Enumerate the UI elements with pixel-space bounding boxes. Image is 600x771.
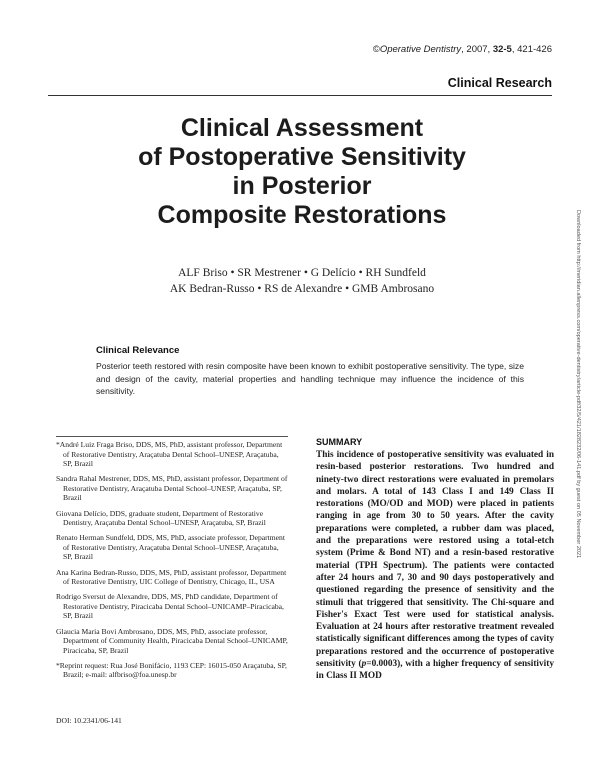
author-affiliations — [56, 436, 288, 685]
journal-citation: ©Operative Dentistry, 2007, 32-5, 421-426 — [372, 44, 552, 55]
affiliation-item: Renato Herman Sundfeld, DDS, MS, PhD, associate professor, Department of Restorative Dentistry, Araçatuba Dental School–UNESP, Araçatuba, SP, Brazil — [56, 533, 285, 562]
journal-pages: 421-426 — [517, 44, 552, 55]
download-note-text[interactable]: Downloaded from http://meridian.allenpress.com/operative-dentistry/article-pdf/32/5/421/1828232/06-141.pdf by guest on 05 November 2021 — [575, 210, 581, 559]
journal-name: Operative Dentistry — [379, 44, 462, 55]
affiliation-item: Rodrigo Sversut de Alexandre, DDS, MS, PhD candidate, Department of Restorative Dentistry, Piracicaba Dental School–UNICAMP–Piracicaba, SP, Brazil — [56, 592, 284, 621]
author-line: AK Bedran-Russo • RS de Alexandre • GMB Ambrosano — [169, 283, 435, 295]
journal-volume: 32-5 — [492, 44, 512, 55]
affiliation-rule — [56, 436, 288, 437]
summary-text — [316, 449, 554, 683]
affiliation-item: Sandra Rahal Mestrener, DDS, MS, PhD, assistant professor, Department of Restorative Dentistry, Araçatuba Dental School–UNESP, Araçatuba, SP, Brazil — [56, 474, 288, 503]
section-label: Clinical Research — [447, 76, 552, 90]
affiliation-item: *André Luiz Fraga Briso, DDS, MS, PhD, assistant professor, Department of Restorative Dentistry, Araçatuba Dental School–UNESP, Araçatuba, SP, Brazil — [56, 440, 283, 469]
article-title — [48, 114, 556, 230]
affiliation-item: Glaucia Maria Bovi Ambrosano, DDS, MS, PhD, associate professor, Department of Community Health, Piracicaba Dental School–UNICAMP, Piracicaba, SP, Brazil — [56, 626, 288, 655]
summary-heading: SUMMARY — [316, 437, 363, 447]
header-rule — [48, 95, 552, 96]
title-line: in Posterior — [232, 172, 372, 200]
summary-p-symbol: p — [361, 659, 367, 670]
summary-text-part: =0.0003), with a higher frequency of sensitivity in Class II MOD — [316, 659, 554, 682]
clinical-relevance-heading: Clinical Relevance — [96, 345, 180, 356]
clinical-relevance-text: Posterior teeth restored with resin composite have been known to exhibit postoperative sensitivity. The type, size and design of the cavity, material properties and handling technique may influence the incidence of this sensitivity. — [96, 361, 524, 396]
title-line: Clinical Assessment — [180, 114, 424, 142]
affiliation-item: Giovana Delício, DDS, graduate student, Department of Restorative Dentistry, Araçatuba Dental School–UNESP, Araçatuba, SP, Brazil — [56, 508, 266, 528]
copyright-symbol: © — [372, 44, 380, 55]
title-line: of Postoperative Sensitivity — [138, 143, 466, 171]
title-line: Composite Restorations — [157, 201, 447, 229]
author-list — [48, 265, 556, 297]
journal-year: 2007 — [466, 44, 488, 55]
affiliation-item: Ana Karina Bedran-Russo, DDS, MS, PhD, assistant professor, Department of Restorative Dentistry, UIC College of Dentistry, Chicago, IL, USA — [56, 567, 287, 587]
summary-text-part: This incidence of postoperative sensitivity was evaluated in resin-based posterior restorations. Two hundred and ninety-two direct restorations were evaluated in premolars and molars. A total of 143 Class I and 149 Class II restorations (MO/OD and MOD) were placed in patients ranging in age from 30 to 50 years. After the cavity preparations were completed, a rubber dam was placed, and the preparations were restored using a total-etch system (Prime & Bond NT) and a resin-based restorative material (TPH Spectrum). The patients were contacted after 24 hours and 7, 30 and 90 days postoperatively and questioned regarding the presence of sensitivity and the stimuli that triggered that sensitivity. The Chi-square and Fisher's Exact Test were used for statistical analysis. Evaluation at 24 hours after restorative treatment revealed statistically significant differences among the types of cavity preparations restored and the occurrence of postoperative sensitivity ( — [316, 450, 554, 670]
doi[interactable]: DOI: 10.2341/06-141 — [56, 716, 122, 725]
author-line: ALF Briso • SR Mestrener • G Delício • RH Sundfeld — [178, 267, 426, 279]
download-note — [574, 210, 582, 750]
reprint-request: *Reprint request: Rua José Bonifácio, 1193 CEP: 16015-050 Araçatuba, SP, Brazil; e-mail: alfbriso@foa.unesp.br — [56, 660, 287, 680]
